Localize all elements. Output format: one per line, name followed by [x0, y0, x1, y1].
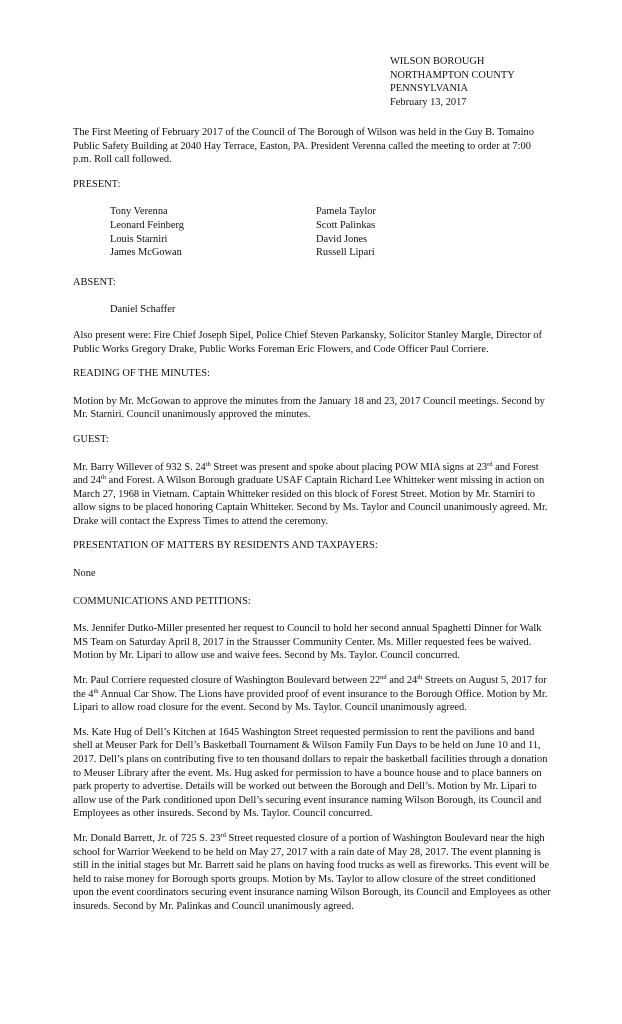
header-state: PENNSYLVANIA — [390, 83, 468, 95]
guest-text: and Forest and 24 — [73, 461, 539, 487]
communication-paragraph: Ms. Kate Hug of Dell’s Kitchen at 1645 Washington Street requested permission to rent the pavilions and band shell at Meuser Park for Dell’s Basketball Tournament & Wilson Family Fun Days to be held on June 10 and 11, 2017. Dell’s plans on contributing five to ten thousand dollars to repair the basketball facilities through a donation to Meuser Library after the event. Ms. Hug asked for permission to have a bounce house and to place banners on park property to advertise. Details will be worked out between the Borough and Dell’s. Motion by Mr. Lipari to allow use of the Park conditioned upon Dell’s securing event insurance naming Wilson Borough, its Council and Employees as other insureds. Second by Ms. Taylor. Council concurred. — [73, 726, 548, 820]
residents-heading: PRESENTATION OF MATTERS BY RESIDENTS AND TAXPAYERS: — [73, 540, 378, 552]
guest-heading: GUEST: — [73, 433, 109, 445]
communication-text: Street requested closure of a portion of Washington Boulevard near the high school for Warrior Weekend to be held on May 27, 2017 with a rain date of May 28, 2017. The event planning is still in the initial stages but Mr. Barrett said he plans on having food trucks as well as fireworks. This event will be held to raise money for Borough sports groups. Motion by Ms. Taylor to allow closure of the street conditioned upon the event coordinators securing event insurance naming Wilson Borough, its Council and Employees as other insureds. Second by Mr. Palinkas and Council unanimously agreed. — [73, 832, 551, 912]
communication-text: Mr. Paul Corriere requested closure of Washington Boulevard between 22 — [73, 675, 381, 687]
header-county: NORTHAMPTON COUNTY — [390, 69, 515, 81]
also-present-paragraph: Also present were: Fire Chief Joseph Sipel, Police Chief Steven Parkansky, Solicitor Stanley Margle, Director of Public Works Gregory Drake, Public Works Foreman Eric Flowers, and Code Officer Paul Corriere. — [73, 329, 542, 355]
present-member: James McGowan — [110, 247, 182, 259]
ordinal-suffix: th — [93, 687, 99, 695]
present-member: David Jones — [316, 233, 368, 245]
minutes-heading: READING OF THE MINUTES: — [73, 368, 210, 380]
present-member: Tony Verenna — [110, 206, 168, 218]
ordinal-suffix: rd — [220, 831, 226, 839]
ordinal-suffix: th — [101, 474, 107, 482]
communications-heading: COMMUNICATIONS AND PETITIONS: — [73, 595, 251, 607]
communication-text: Mr. Donald Barrett, Jr. of 725 S. 23 — [73, 832, 221, 844]
present-heading: PRESENT: — [73, 178, 121, 190]
header-borough: WILSON BOROUGH — [390, 56, 485, 67]
ordinal-suffix: th — [417, 674, 423, 682]
communication-paragraph — [73, 832, 551, 914]
residents-paragraph: None — [73, 568, 96, 580]
present-member: Louis Starniri — [110, 233, 168, 245]
intro-paragraph: The First Meeting of February 2017 of the Council of The Borough of Wilson was held in the Guy B. Tomaino Public Safety Building at 2040 Hay Terrace, Easton, PA. President Verenna called the meeting to order at 7:00 p.m. Roll call followed. — [73, 127, 534, 166]
communication-text: Annual Car Show. The Lions have provided proof of event insurance to the Borough Office. Motion by Mr. Lipari to allow road closure for the event. Second by Ms. Taylor. Council unanimously agreed. — [73, 688, 548, 714]
communication-text: and 24 — [386, 675, 418, 687]
ordinal-suffix: nd — [380, 674, 387, 682]
present-member: Leonard Feinberg — [110, 219, 184, 231]
present-roster — [110, 205, 551, 259]
document-header — [390, 55, 610, 109]
header-date: February 13, 2017 — [390, 96, 467, 108]
minutes-paragraph: Motion by Mr. McGowan to approve the minutes from the January 18 and 23, 2017 Council meetings. Second by Mr. Starniri. Council unanimously approved the minutes. — [73, 395, 545, 421]
present-member: Scott Palinkas — [316, 219, 376, 231]
guest-paragraph — [73, 461, 551, 529]
present-member: Russell Lipari — [316, 247, 375, 259]
guest-text: Street was present and spoke about placing POW MIA signs at 23 — [210, 461, 488, 473]
absent-heading: ABSENT: — [73, 276, 116, 288]
document-body — [73, 126, 551, 925]
ordinal-suffix: rd — [487, 460, 493, 468]
communication-paragraph — [73, 674, 551, 715]
guest-text: Mr. Barry Willever of 932 S. 24 — [73, 461, 206, 473]
communication-paragraph: Ms. Jennifer Dutko-Miller presented her request to Council to hold her second annual Spaghetti Dinner for Walk MS Team on Saturday April 8, 2017 in the Strausser Community Center. Ms. Miller requested fees be waived. Motion by Mr. Lipari to allow use and waive fees. Second by Ms. Taylor. Council concurred. — [73, 623, 542, 662]
present-member: Pamela Taylor — [316, 206, 376, 218]
ordinal-suffix: th — [205, 460, 211, 468]
absent-member: Daniel Schaffer — [110, 304, 176, 316]
guest-text: and Forest. A Wilson Borough graduate USAF Captain Richard Lee Whitteker went missing in action on March 27, 1968 in Vietnam. Captain Whitteker resided on this block of Forest Street. Motion by Mr. Starniri to allow signs to be placed honoring Captain Whitteker. Second by Ms. Taylor and Council unanimously agreed. Mr. Drake will contact the Express Times to attend the ceremony. — [73, 475, 548, 527]
communication-text: Streets on August 5, 2017 for the 4 — [73, 675, 547, 700]
